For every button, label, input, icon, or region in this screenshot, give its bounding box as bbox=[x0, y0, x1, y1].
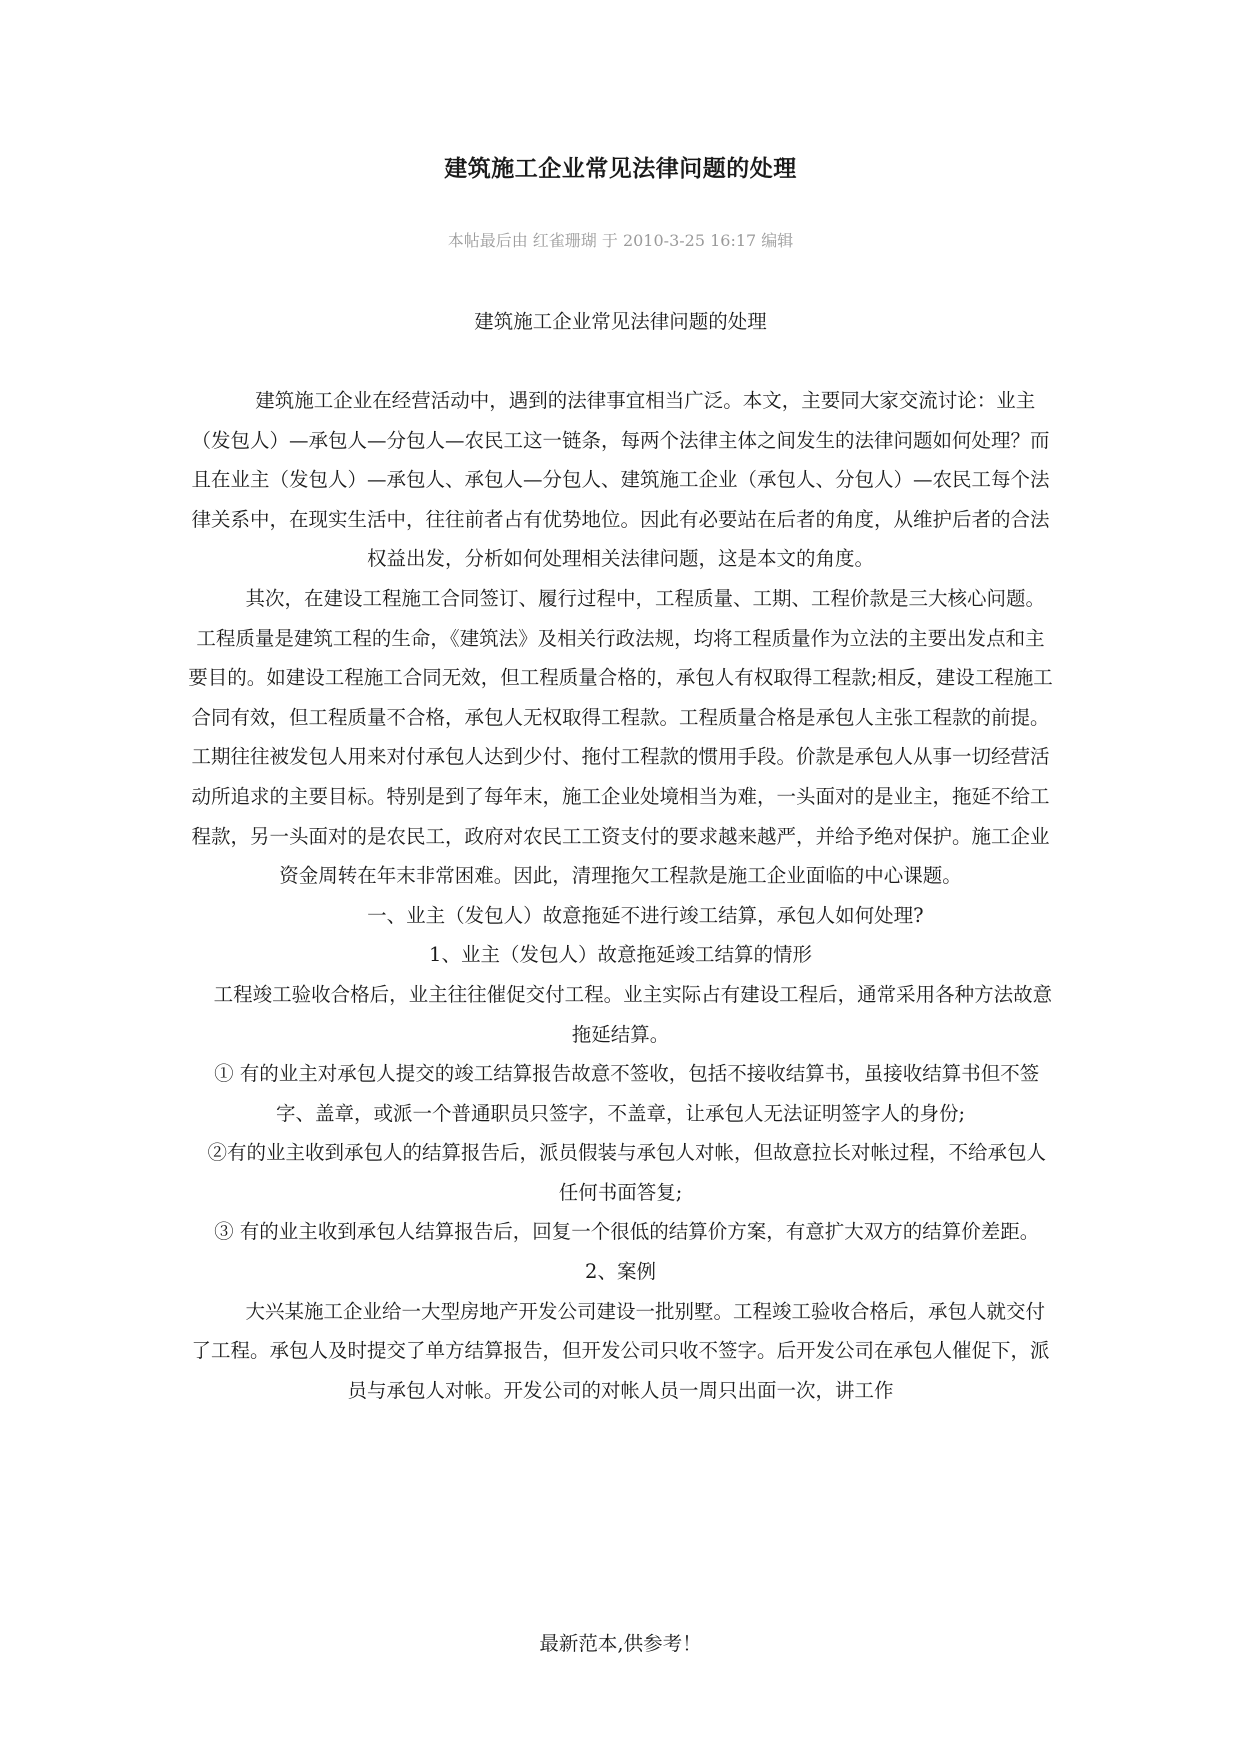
document-subtitle: 建筑施工企业常见法律问题的处理 bbox=[474, 310, 767, 333]
paragraph-core-issues: 其次，在建设工程施工合同签订、履行过程中，工程质量、工期、工程价款是三大核心问题。工程质量是建筑工程的生命，《建筑法》及相关行政法规，均将工程质量作为立法的主要出发点和主要目的。如建设工程施工合同无效，但工程质量合格的，承包人有权取得工程款;相反，建设工程施工合同有效，但工程质量不合格，承包人无权取得工程款。工程质量合格是承包人主张工程款的前提。工期往往被发包人用来对付承包人达到少付、拖付工程款的惯用手段。价款是承包人从事一切经营活动所追求的主要目标。特别是到了每年末，施工企业处境相当为难，一头面对的是业主，拖延不给工程款，另一头面对的是农民工，政府对农民工工资支付的要求越来越严，并给予绝对保护。施工企业资金周转在年末非常困难。因此，清理拖欠工程款是施工企业面临的中心课题。 bbox=[188, 586, 1053, 888]
document-title: 建筑施工企业常见法律问题的处理 bbox=[444, 155, 797, 182]
list-item-1: ① 有的业主对承包人提交的竣工结算报告故意不签收，包括不接收结算书，虽接收结算书但不签字、盖章，或派一个普通职员只签字，不盖章，让承包人无法证明签字人的身份; bbox=[201, 1062, 1040, 1125]
section-heading-1: 一、业主（发包人）故意拖延不进行竣工结算，承包人如何处理? bbox=[317, 903, 924, 927]
page-footer: 最新范本,供参考！ bbox=[539, 1632, 702, 1655]
paragraph-case: 大兴某施工企业给一大型房地产开发公司建设一批别墅。工程竣工验收合格后，承包人就交付了工程。承包人及时提交了单方结算报告，但开发公司只收不签字。后开发公司在承包人催促下，派员与承包人对帐。开发公司的对帐人员一周只出面一次，讲工作 bbox=[191, 1299, 1050, 1402]
subsection-heading-1-1: 1、业主（发包人）故意拖延竣工结算的情形 bbox=[429, 943, 812, 967]
list-item-3: ③ 有的业主收到承包人结算报告后，回复一个很低的结算价方案，有意扩大双方的结算价差距。 bbox=[201, 1220, 1040, 1244]
paragraph-delay-methods: 工程竣工验收合格后，业主往往催促交付工程。业主实际占有建设工程后，通常采用各种方法故意拖延结算。 bbox=[188, 982, 1053, 1046]
edit-note: 本帖最后由 红雀珊瑚 于 2010-3-25 16:17 编辑 bbox=[447, 231, 794, 250]
paragraph-intro: 建筑施工企业在经营活动中，遇到的法律事宜相当广泛。本文，主要同大家交流讨论：业主（发包人）—承包人—分包人—农民工这一链条，每两个法律主体之间发生的法律问题如何处理？而且在业主（发包人）—承包人、承包人—分包人、建筑施工企业（承包人、分包人）—农民工每个法律关系中，在现实生活中，往往前者占有优势地位。因此有必要站在后者的角度，从维护后者的合法权益出发，分析如何处理相关法律问题，这是本文的角度。 bbox=[191, 389, 1050, 571]
list-item-2: ②有的业主收到承包人的结算报告后，派员假装与承包人对帐，但故意拉长对帐过程，不给承包人任何书面答复; bbox=[195, 1141, 1046, 1204]
document-body bbox=[188, 381, 1053, 1410]
subsection-heading-1-2: 2、案例 bbox=[585, 1260, 656, 1284]
